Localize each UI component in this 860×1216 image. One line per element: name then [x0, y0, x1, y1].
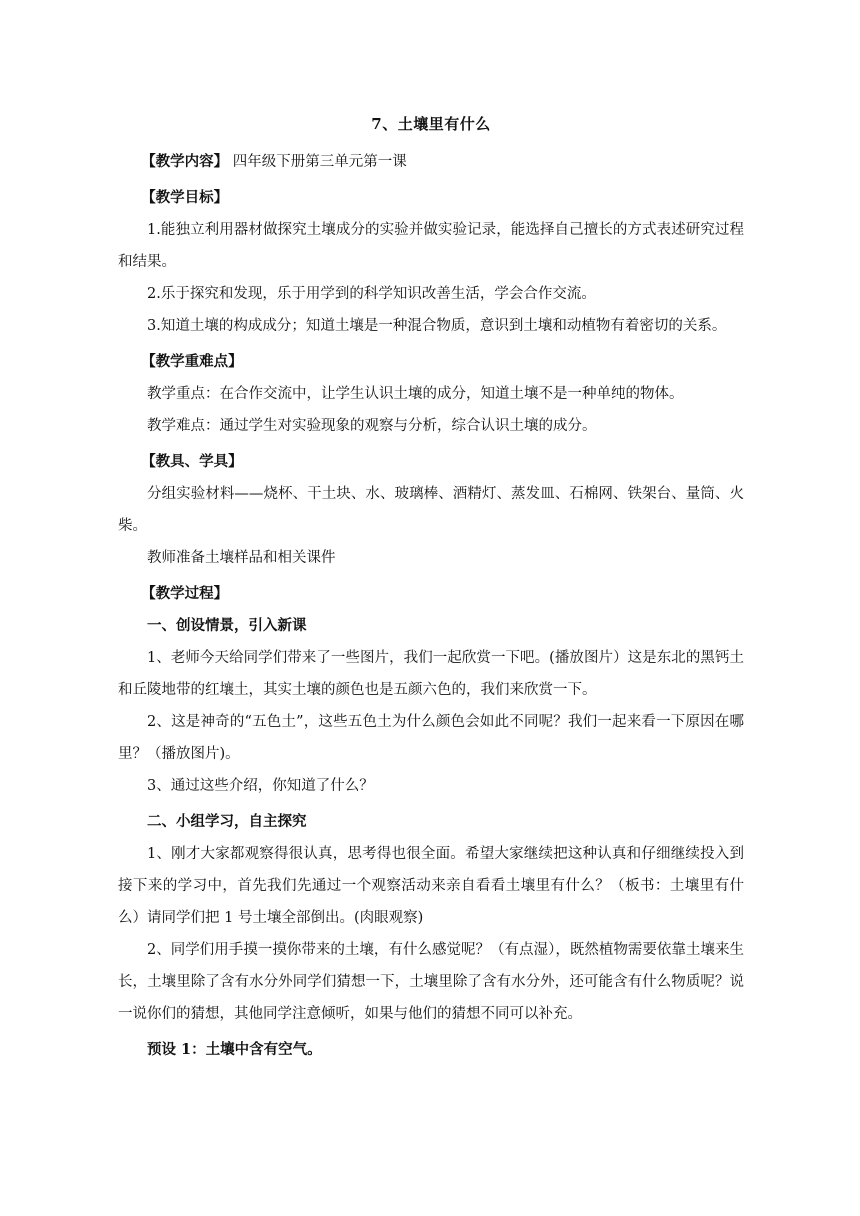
section-2-paragraph-2: 2、同学们用手摸一摸你带来的土壤，有什么感觉呢？（有点湿），既然植物需要依靠土壤来生长，土壤里除了含有水分外同学们猜想一下，土壤里除了含有水分外，还可能含有什么物质呢？说一说你们的猜想，其他同学注意倾听，如果与他们的猜想不同可以补充。: [118, 942, 744, 1022]
teaching-content-label: 【教学内容】: [141, 153, 229, 170]
section-1-heading: 一、创设情景，引入新课: [147, 617, 307, 634]
teaching-content-text: 四年级下册第三单元第一课: [232, 154, 407, 170]
key-point: 教学重点：在合作交流中，让学生认识土壤的成分，知道土壤不是一种单纯的物体。: [147, 386, 684, 402]
teacher-prep: 教师准备土壤样品和相关课件: [147, 550, 336, 566]
section-2-heading: 二、小组学习，自主探究: [147, 813, 307, 830]
goal-3: 3.知道土壤的构成成分；知道土壤是一种混合物质，意识到土壤和动植物有着密切的关系。: [147, 318, 727, 334]
teaching-content-line: [118, 146, 744, 178]
section-1-paragraph-2: 2、这是神奇的“五色土”，这些五色土为什么颜色会如此不同呢？我们一起来看一下原因在哪里？（播放图片)。: [118, 714, 744, 762]
tools-text: 分组实验材料——烧杯、干土块、水、玻璃棒、酒精灯、蒸发皿、石棉网、铁架台、量筒、火柴。: [118, 486, 744, 534]
goal-2: 2.乐于探究和发现，乐于用学到的科学知识改善生活，学会合作交流。: [147, 286, 596, 302]
section-1-paragraph-1: 1、老师今天给同学们带来了一些图片，我们一起欣赏一下吧。(播放图片）这是东北的黑钙土和丘陵地带的红壤土，其实土壤的颜色也是五颜六色的，我们来欣赏一下。: [118, 650, 744, 698]
process-heading: 【教学过程】: [141, 585, 229, 602]
section-2-paragraph-1: 1、刚才大家都观察得很认真，思考得也很全面。希望大家继续把这种认真和仔细继续投入到接下来的学习中，首先我们先通过一个观察活动来亲自看看土壤里有什么？（板书：土壤里有什么）请同学们把 1 号土壤全部倒出。(肉眼观察): [118, 846, 744, 926]
preset-1: 预设 1：土壤中含有空气。: [147, 1041, 322, 1058]
tools-heading: 【教具、学具】: [141, 453, 243, 470]
difficult-point: 教学难点：通过学生对实验现象的观察与分析，综合认识土壤的成分。: [147, 418, 597, 434]
document-title: 7、土壤里有什么: [371, 115, 491, 133]
goal-1: 1.能独立利用器材做探究土壤成分的实验并做实验记录，能选择自己擅长的方式表述研究过程和结果。: [118, 222, 744, 270]
document-body: [118, 108, 744, 1066]
goals-heading: 【教学目标】: [141, 189, 229, 206]
section-1-paragraph-3: 3、通过这些介绍，你知道了什么？: [147, 778, 374, 794]
key-points-heading: 【教学重难点】: [141, 353, 243, 370]
